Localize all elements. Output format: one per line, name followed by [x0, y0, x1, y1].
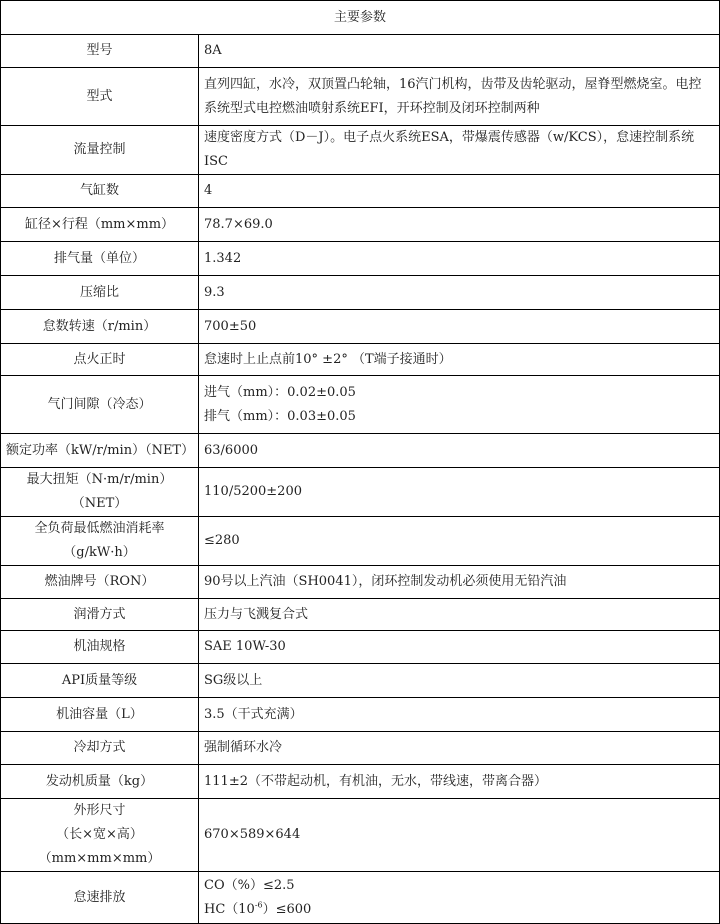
row-label: 缸径×行程（mm×mm）: [1, 208, 199, 242]
row-value: 8A: [199, 35, 720, 68]
row-value: 速度密度方式（D－J）。电子点火系统ESA，带爆震传感器（w/KCS），怠速控制系统ISC: [199, 126, 720, 175]
row-label: 机油规格: [1, 631, 199, 664]
row-label: 流量控制: [1, 126, 199, 175]
table-row: [1, 344, 720, 376]
row-label: 最大扭矩（N·m/r/min）（NET）: [1, 468, 199, 517]
row-label: 排气量（单位）: [1, 242, 199, 276]
value-line: [204, 898, 714, 922]
table-row: [1, 566, 720, 599]
table-row: [1, 631, 720, 664]
table-row: [1, 765, 720, 799]
value-text: HC（10: [204, 901, 255, 917]
label-line: （长×宽×高）（mm×mm×mm）: [38, 827, 161, 866]
table-row: [1, 68, 720, 126]
row-label: API质量等级: [1, 664, 199, 698]
table-row: [1, 599, 720, 631]
row-label: 型号: [1, 35, 199, 68]
row-label: 型式: [1, 68, 199, 126]
row-label: 气缸数: [1, 175, 199, 208]
row-label: 润滑方式: [1, 599, 199, 631]
table-row: [1, 517, 720, 566]
row-label: 气门间隙（冷态）: [1, 376, 199, 434]
value-line: 进气（mm）：0.02±0.05: [204, 384, 356, 400]
row-label: 发动机质量（kg）: [1, 765, 199, 799]
row-label: 怠速排放: [1, 872, 199, 924]
row-value: 怠速时上止点前10° ±2° （T端子接通时）: [199, 344, 720, 376]
row-value: 压力与飞溅复合式: [199, 599, 720, 631]
row-value: ≤280: [199, 517, 720, 566]
table-row: [1, 376, 720, 434]
row-value: 90号以上汽油（SH0041），闭环控制发动机必须使用无铅汽油: [199, 566, 720, 599]
row-label: 额定功率（kW/r/min）（NET）: [1, 434, 199, 468]
row-label: 压缩比: [1, 276, 199, 310]
value-text: ）≤600: [262, 901, 312, 917]
table-row: [1, 664, 720, 698]
row-value: 强制循环水冷: [199, 732, 720, 765]
row-value: [199, 376, 720, 434]
row-label: 冷却方式: [1, 732, 199, 765]
table-row: [1, 468, 720, 517]
row-value: [199, 872, 720, 924]
label-line: 外形尺寸: [73, 803, 126, 818]
row-label: [1, 799, 199, 872]
row-value: SAE 10W-30: [199, 631, 720, 664]
table-row: [1, 872, 720, 924]
table-row: [1, 434, 720, 468]
superscript: -6: [254, 900, 263, 910]
table-row: [1, 126, 720, 175]
row-label: 全负荷最低燃油消耗率（g/kW·h）: [1, 517, 199, 566]
row-value: 直列四缸，水冷，双顶置凸轮轴，16汽门机构，齿带及齿轮驱动，屋脊型燃烧室。电控系统型式电控燃油喷射系统EFI，开环控制及闭环控制两种: [199, 68, 720, 126]
table-row: [1, 175, 720, 208]
row-label: 燃油牌号（RON）: [1, 566, 199, 599]
row-value: 4: [199, 175, 720, 208]
row-value: 670×589×644: [199, 799, 720, 872]
row-value: 3.5（干式充满）: [199, 698, 720, 732]
row-value: 1.342: [199, 242, 720, 276]
table-row: [1, 208, 720, 242]
row-value: 111±2（不带起动机，有机油，无水，带线速，带离合器）: [199, 765, 720, 799]
table-row: [1, 799, 720, 872]
table-row: [1, 732, 720, 765]
table-title-row: [1, 1, 720, 35]
row-value: SG级以上: [199, 664, 720, 698]
row-value: 63/6000: [199, 434, 720, 468]
table-row: [1, 698, 720, 732]
table-row: [1, 242, 720, 276]
row-value: 78.7×69.0: [199, 208, 720, 242]
table-row: [1, 276, 720, 310]
value-line: CO（%）≤2.5: [204, 877, 295, 893]
row-value: 110/5200±200: [199, 468, 720, 517]
row-value: 9.3: [199, 276, 720, 310]
row-label: 怠数转速（r/min）: [1, 310, 199, 344]
value-line: 排气（mm）：0.03±0.05: [204, 408, 356, 424]
table-row: [1, 35, 720, 68]
row-value: 700±50: [199, 310, 720, 344]
row-label: 机油容量（L）: [1, 698, 199, 732]
row-label: 点火正时: [1, 344, 199, 376]
table-row: [1, 310, 720, 344]
table-title: 主要参数: [1, 1, 720, 35]
